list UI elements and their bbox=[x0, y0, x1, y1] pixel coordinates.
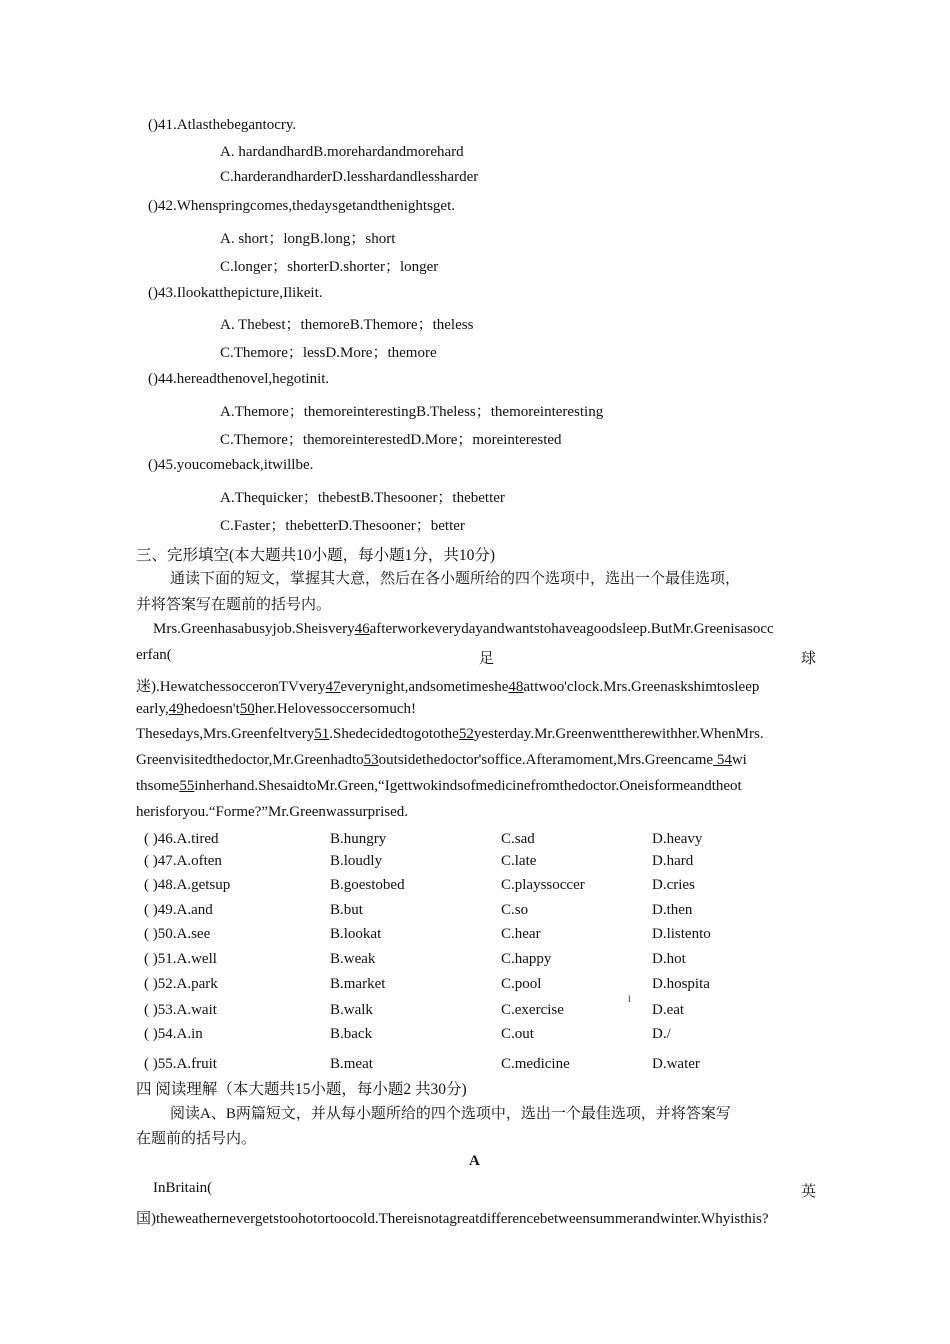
blank-50: 50 bbox=[239, 701, 255, 717]
cloze-row-55: ( )55.A.fruit B.meat C.medicine D.water bbox=[144, 1056, 700, 1072]
cloze-row-47: ( )47.A.often B.loudly C.late D.hard bbox=[144, 853, 694, 869]
passage-a-line-1: InBritain( 英 bbox=[153, 1180, 816, 1200]
question-41: ()41.Atlasthebegantocry. bbox=[148, 117, 297, 133]
passage-line-1: Mrs.Greenhasabusyjob.Sheisvery46afterworkeverydayandwantstohaveagoodsleep.ButMr.Greenisasocc bbox=[153, 621, 774, 637]
blank-49: 49 bbox=[168, 701, 184, 717]
cloze-row-48: ( )48.A.getsup B.goestobed C.playssoccer D.cries bbox=[144, 877, 695, 893]
passage-line-4: early,49hedoesn't50her.Helovessoccersomuch! bbox=[136, 701, 416, 717]
blank-53: 53 bbox=[363, 752, 379, 768]
blank-52: 52 bbox=[458, 726, 474, 742]
blank-46: 46 bbox=[354, 621, 370, 637]
blank-48: 48 bbox=[508, 679, 524, 695]
blank-47: 47 bbox=[325, 679, 341, 695]
section-4-instruction-line2: 在题前的括号内。 bbox=[136, 1131, 257, 1147]
cloze-row-46: ( )46.A.tired B.hungry C.sad D.heavy bbox=[144, 831, 703, 847]
passage-line-6: Greenvisitedthedoctor,Mr.Greenhadto53outsidethedoctor'soffice.Afteramoment,Mrs.Greencame 54wi bbox=[136, 752, 747, 768]
question-42: ()42.Whenspringcomes,thedaysgetandthenightsget. bbox=[148, 198, 456, 214]
section-3-instruction-line2: 并将答案写在题前的括号内。 bbox=[136, 597, 332, 613]
question-42-options-cd: C.longer；shorterD.shorter；longer bbox=[220, 259, 439, 275]
question-44-options-cd: C.Themore；themoreinterestedD.More；moreinterested bbox=[220, 432, 562, 448]
question-41-options-ab: A. hardandhardB.morehardandmorehard bbox=[220, 144, 464, 160]
passage-line-5: Thesedays,Mrs.Greenfeltvery51.Shedecidedtogotothe52yesterday.Mr.Greenwenttherewithher.WhenMrs. bbox=[136, 726, 764, 742]
question-45-options-ab: A.Thequicker；thebestB.Thesooner；thebetter bbox=[220, 490, 505, 506]
section-4-instruction-line1: 阅读A、B两篇短文，并从每小题所给的四个选项中，选出一个最佳选项，并将答案写 bbox=[170, 1106, 731, 1122]
cloze-row-52: ( )52.A.park B.market C.pool D.hospita bbox=[144, 976, 710, 992]
stray-mark: l bbox=[628, 994, 631, 1004]
passage-line-7: thsome55inherhand.ShesaidtoMr.Green,“Igettwokindsofmedicinefromthedoctor.Oneisformeandtheot bbox=[136, 778, 742, 794]
section-3-title: 三、完形填空(本大题共10小题，每小题1分，共10分) bbox=[136, 547, 496, 564]
cloze-row-50: ( )50.A.see B.lookat C.hear D.listento bbox=[144, 926, 711, 942]
passage-line-2: erfan( 足 球 bbox=[136, 647, 816, 667]
cloze-row-54: ( )54.A.in B.back C.out D./ bbox=[144, 1026, 671, 1042]
question-44: ()44.hereadthenovel,hegotinit. bbox=[148, 371, 330, 387]
passage-line-3: 迷).HewatchessocceronTVvery47everynight,andsometimeshe48attwoo'clock.Mrs.Greenaskshimtosleep bbox=[136, 679, 760, 695]
passage-line-8: herisforyou.“Forme?”Mr.Greenwassurprised. bbox=[136, 804, 408, 820]
section-3-instruction-line1: 通读下面的短文，掌握其大意，然后在各小题所给的四个选项中，选出一个最佳选项， bbox=[170, 571, 741, 587]
cloze-row-53: ( )53.A.wait B.walk C.exercise D.eat bbox=[144, 1002, 685, 1018]
question-41-options-cd: C.harderandharderD.lesshardandlessharder bbox=[220, 169, 479, 185]
blank-51: 51 bbox=[314, 726, 330, 742]
cloze-row-49: ( )49.A.and B.but C.so D.then bbox=[144, 902, 693, 918]
question-45-options-cd: C.Faster；thebetterD.Thesooner；better bbox=[220, 518, 465, 534]
passage-a-line-2: 国)theweathernevergetstoohotortoocold.Thereisnotagreatdifferencebetweensummerandwinter.Whyisthis? bbox=[136, 1211, 769, 1227]
question-43: ()43.Ilookatthepicture,Ilikeit. bbox=[148, 285, 323, 301]
question-42-options-ab: A. short；longB.long；short bbox=[220, 231, 396, 247]
question-44-options-ab: A.Themore；themoreinterestingB.Theless；themoreinteresting bbox=[220, 404, 604, 420]
section-4-title: 四 阅读理解（本大题共15小题，每小题2 共30分) bbox=[136, 1081, 467, 1098]
question-43-options-cd: C.Themore；lessD.More；themore bbox=[220, 345, 437, 361]
blank-55: 55 bbox=[179, 778, 195, 794]
blank-54: 54 bbox=[713, 752, 732, 768]
cloze-row-51: ( )51.A.well B.weak C.happy D.hot bbox=[144, 951, 686, 967]
question-43-options-ab: A. Thebest；themoreB.Themore；theless bbox=[220, 317, 474, 333]
question-45: ()45.youcomeback,itwillbe. bbox=[148, 457, 314, 473]
passage-a-heading: A bbox=[469, 1153, 480, 1169]
